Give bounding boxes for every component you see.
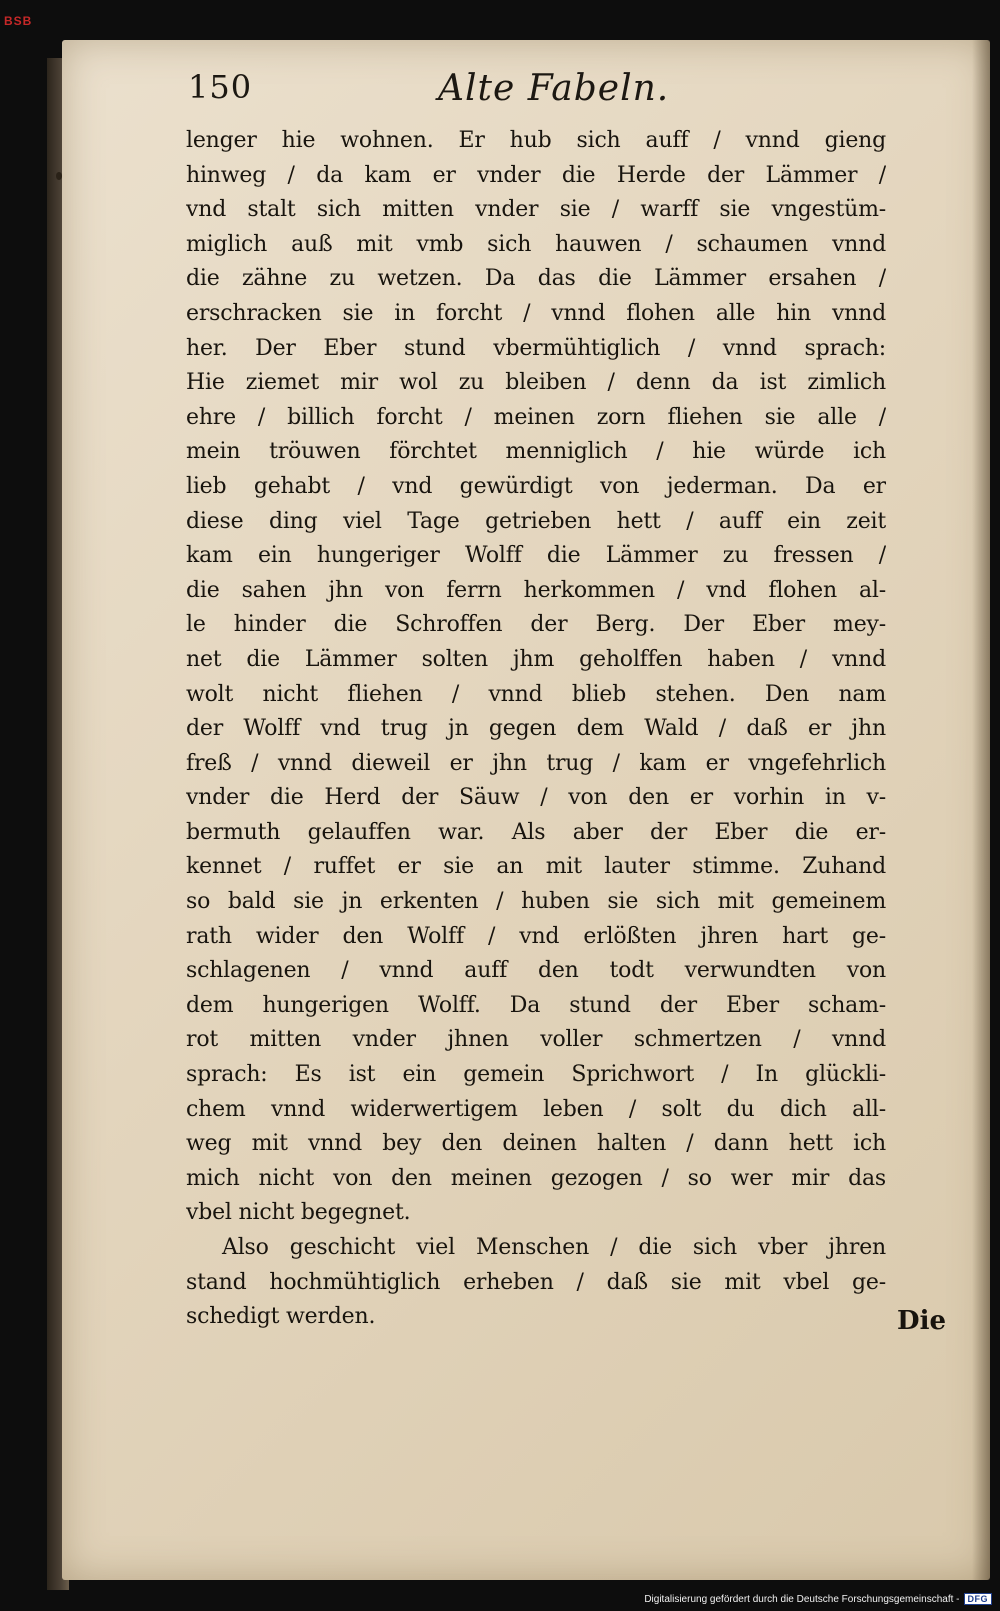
text-line: kam ein hungeriger Wolff die Lämmer zu fressen /: [186, 543, 886, 569]
text-line: hinweg / da kam er vnder die Herde der Lämmer /: [186, 162, 886, 188]
page-number: 150: [188, 68, 253, 106]
text-line: vbel nicht begegnet.: [186, 1200, 411, 1226]
text-line: le hinder die Schroffen der Berg. Der Eber mey-: [186, 612, 886, 638]
text-line: kennet / ruffet er sie an mit lauter stimme. Zuhand: [186, 854, 886, 880]
text-line: bermuth gelauffen war. Als aber der Eber die er-: [186, 819, 886, 845]
page-header: [188, 68, 878, 118]
text-line: schedigt werden.: [186, 1304, 376, 1330]
text-line: Hie ziemet mir wol zu bleiben / denn da ist zimlich: [186, 370, 886, 396]
text-line: so bald sie jn erkenten / huben sie sich mit gemeinem: [186, 889, 886, 915]
margin-mark: [56, 172, 62, 180]
running-title: Alte Fabeln.: [438, 68, 670, 109]
text-line: rot mitten vnder jhnen voller schmertzen / vnnd: [186, 1027, 886, 1053]
text-block: [186, 124, 886, 1335]
text-line: vnd stalt sich mitten vnder sie / warff sie vngestüm-: [186, 197, 886, 223]
text-line: rath wider den Wolff / vnd erlößten jhren hart ge-: [186, 923, 886, 949]
text-line: dem hungerigen Wolff. Da stund der Eber scham-: [186, 992, 886, 1018]
text-line: weg mit vnnd bey den deinen halten / dann hett ich: [186, 1131, 886, 1157]
text-line: wolt nicht fliehen / vnnd blieb stehen. Den nam: [186, 681, 886, 707]
text-line: erschracken sie in forcht / vnnd flohen alle hin vnnd: [186, 300, 886, 326]
text-line: mein tröuwen förchtet menniglich / hie würde ich: [186, 439, 886, 465]
text-line: schlagenen / vnnd auff den todt verwundten von: [186, 958, 886, 984]
footer-credit-text: Digitalisierung gefördert durch die Deutsche Forschungsgemeinschaft -: [644, 1593, 960, 1605]
text-line: ehre / billich forcht / meinen zorn fliehen sie alle /: [186, 404, 886, 430]
library-mark: BSB: [4, 14, 33, 28]
text-line: vnder die Herd der Säuw / von den er vorhin in v-: [186, 785, 886, 811]
text-line: die zähne zu wetzen. Da das die Lämmer ersahen /: [186, 266, 886, 292]
text-line: net die Lämmer solten jhm geholffen haben / vnnd: [186, 646, 886, 672]
catchword: Die: [897, 1306, 946, 1336]
text-line: mich nicht von den meinen gezogen / so wer mir das: [186, 1165, 886, 1191]
text-line: lenger hie wohnen. Er hub sich auff / vnnd gieng: [186, 128, 886, 153]
text-line: sprach: Es ist ein gemein Sprichwort / In glückli-: [186, 1062, 886, 1088]
text-line: miglich auß mit vmb sich hauwen / schaumen vnnd: [186, 231, 886, 257]
text-line: lieb gehabt / vnd gewürdigt von jederman. Da er: [186, 473, 886, 499]
text-line: die sahen jhn von ferrn herkommen / vnd flohen al-: [186, 577, 886, 603]
text-line: der Wolff vnd trug jn gegen dem Wald / daß er jhn: [186, 716, 886, 742]
page-right-shadow: [972, 40, 990, 1580]
text-line: freß / vnnd dieweil er jhn trug / kam er vngefehrlich: [186, 750, 886, 776]
text-line: Also geschicht viel Menschen / die sich vber jhren: [222, 1235, 886, 1260]
text-line: her. Der Eber stund vbermühtiglich / vnnd sprach:: [186, 335, 886, 361]
text-line: diese ding viel Tage getrieben hett / auff ein zeit: [186, 508, 886, 534]
footer-credit: [644, 1593, 992, 1605]
dfg-logo: DFG: [964, 1593, 993, 1605]
text-line: stand hochmühtiglich erheben / daß sie mit vbel ge-: [186, 1269, 886, 1295]
text-line: chem vnnd widerwertigem leben / solt du dich all-: [186, 1096, 886, 1122]
